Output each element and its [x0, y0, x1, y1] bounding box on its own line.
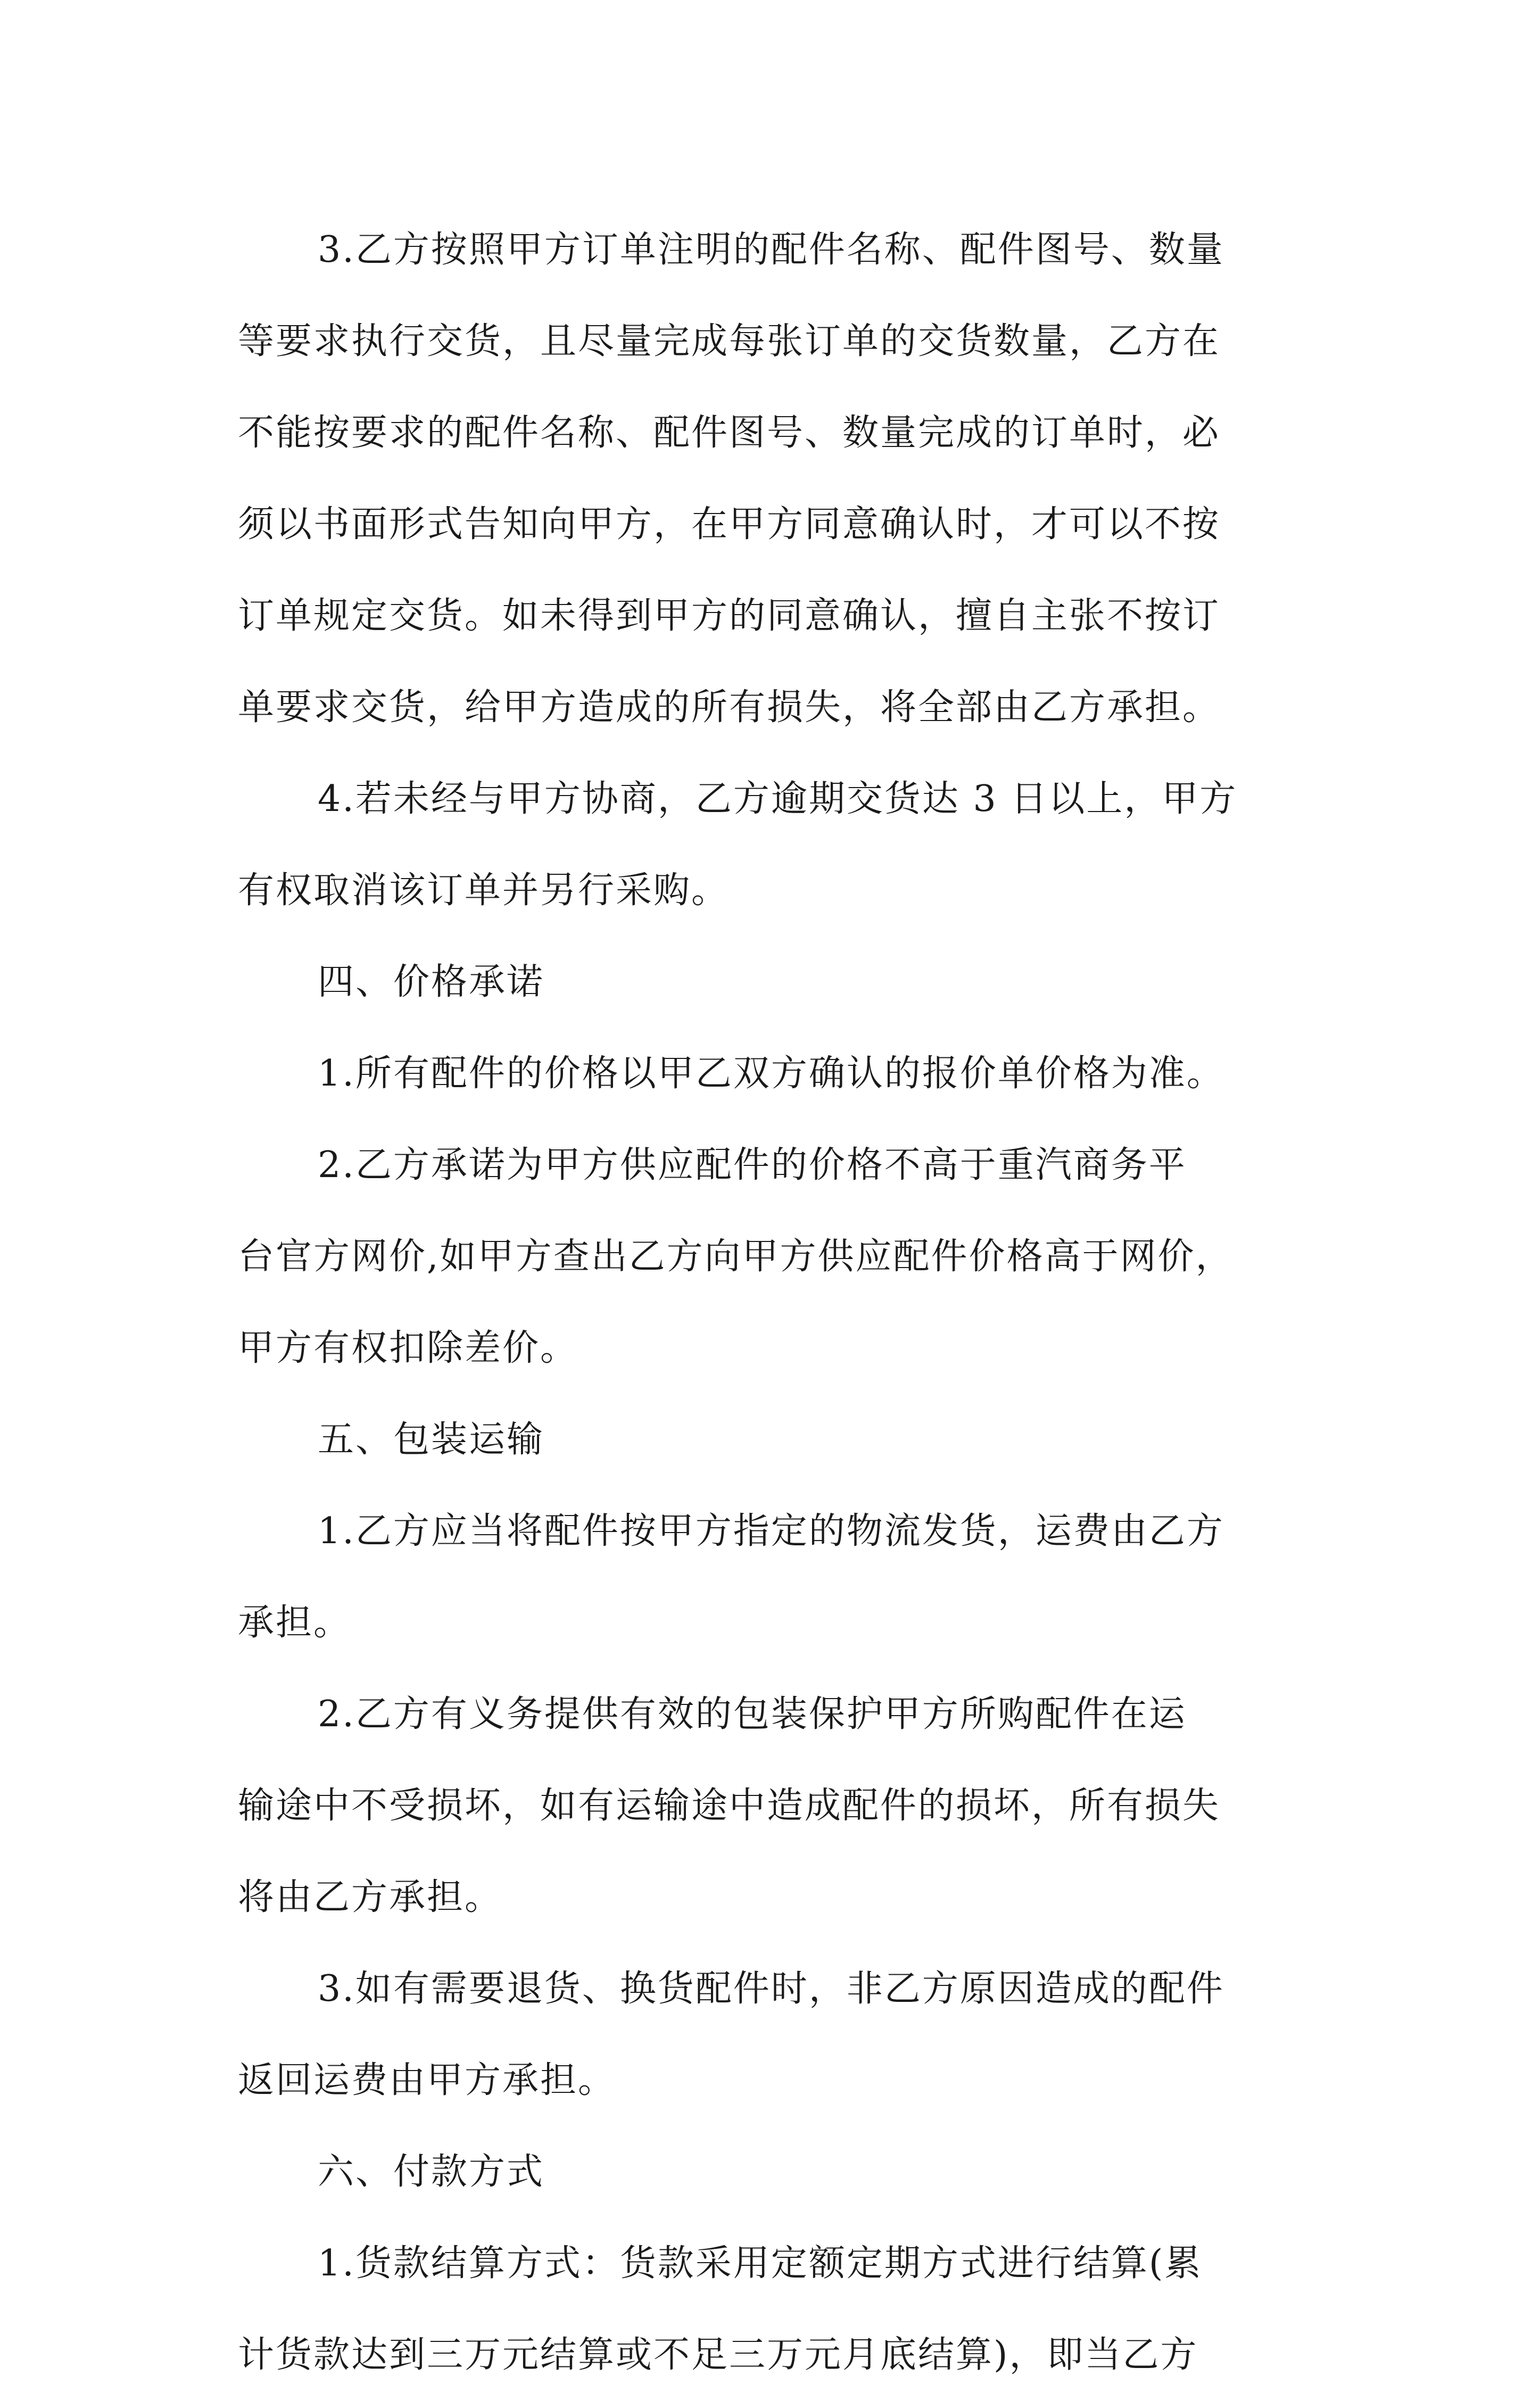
paragraph-line: 1.货款结算方式：货款采用定额定期方式进行结算(累 [318, 2242, 1203, 2284]
paragraph-line: 返回运费由甲方承担。 [238, 2059, 616, 2101]
paragraph-line: 承担。 [238, 1602, 352, 1644]
paragraph-line: 单要求交货，给甲方造成的所有损失，将全部由乙方承担。 [238, 686, 1221, 728]
paragraph-line: 3.如有需要退货、换货配件时，非乙方原因造成的配件 [318, 1968, 1224, 2010]
section-heading-packaging: 五、包装运输 [318, 1419, 545, 1461]
paragraph-line: 2.乙方承诺为甲方供应配件的价格不高于重汽商务平 [318, 1144, 1187, 1186]
paragraph-line: 将由乙方承担。 [238, 1876, 503, 1918]
paragraph-line: 2.乙方有义务提供有效的包装保护甲方所购配件在运 [318, 1693, 1187, 1735]
section-heading-price: 四、价格承诺 [318, 961, 545, 1003]
paragraph-line: 甲方有权扣除差价。 [238, 1327, 578, 1369]
paragraph-line: 有权取消该订单并另行采购。 [238, 870, 730, 912]
paragraph-line: 3.乙方按照甲方订单注明的配件名称、配件图号、数量 [318, 229, 1224, 271]
section-heading-payment: 六、付款方式 [318, 2151, 545, 2193]
paragraph-line: 不能按要求的配件名称、配件图号、数量完成的订单时，必 [238, 412, 1221, 454]
document-body [238, 204, 1318, 2401]
paragraph-line: 4.若未经与甲方协商，乙方逾期交货达 3 日以上，甲方 [318, 778, 1238, 820]
paragraph-line: 台官方网价,如甲方查出乙方向甲方供应配件价格高于网价， [238, 1236, 1233, 1278]
paragraph-line: 订单规定交货。如未得到甲方的同意确认，擅自主张不按订 [238, 595, 1221, 637]
paragraph-line: 输途中不受损坏，如有运输途中造成配件的损坏，所有损失 [238, 1785, 1221, 1827]
paragraph-line: 1.所有配件的价格以甲乙双方确认的报价单价格为准。 [318, 1053, 1224, 1095]
paragraph-line: 1.乙方应当将配件按甲方指定的物流发货，运费由乙方 [318, 1510, 1224, 1552]
paragraph-line: 须以书面形式告知向甲方，在甲方同意确认时，才可以不按 [238, 503, 1221, 545]
paragraph-line: 等要求执行交货，且尽量完成每张订单的交货数量，乙方在 [238, 320, 1221, 362]
paragraph-line: 计货款达到三万元结算或不足三万元月底结算)，即当乙方 [238, 2334, 1198, 2376]
